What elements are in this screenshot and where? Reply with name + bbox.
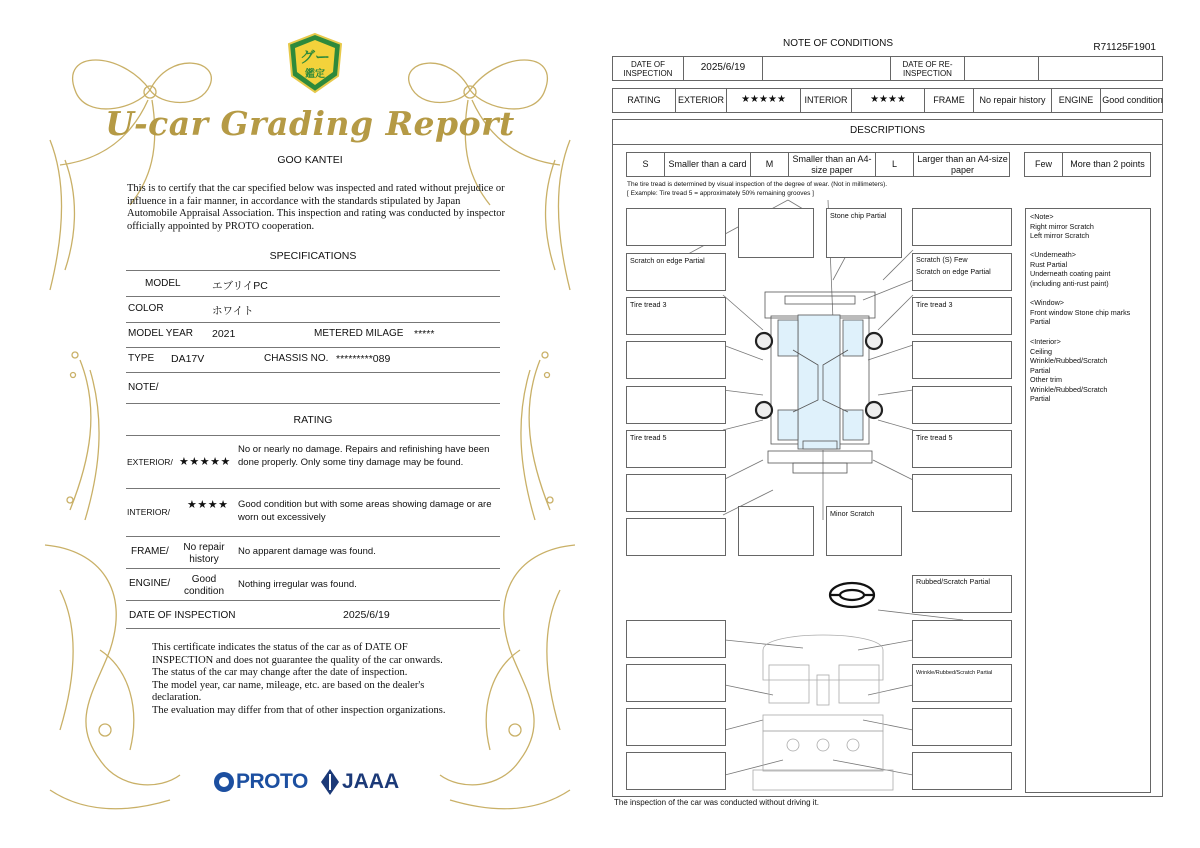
- divider: [126, 600, 500, 601]
- notice-line: The model year, car name, mileage, etc. are based on the dealer's: [152, 679, 425, 691]
- damage-box: [738, 208, 814, 258]
- frame-label: FRAME/: [131, 546, 169, 557]
- divider: [126, 488, 500, 489]
- model-label: MODEL: [145, 278, 181, 289]
- damage-box: [626, 620, 726, 658]
- tire-note-line: [ Example: Tire tread 5 = approximately 50% remaining grooves ]: [627, 190, 814, 197]
- tire-front-left-label: Tire tread 3: [630, 300, 667, 309]
- damage-box: [912, 708, 1012, 746]
- proto-logo: PROTO: [236, 770, 308, 793]
- divider: [126, 270, 500, 271]
- proto-logo-icon: [212, 770, 236, 794]
- goo-kantei-logo: [286, 32, 344, 94]
- notice-line: The status of the car may change after the date of inspection.: [152, 667, 408, 679]
- descriptions-panel: [612, 119, 1163, 797]
- svg-text:グー: グー: [299, 48, 331, 66]
- damage-box: [626, 474, 726, 512]
- exterior-stars: ★★★★★: [727, 89, 801, 112]
- legend-few-key: Few: [1025, 153, 1063, 176]
- model-year-value: 2021: [212, 328, 236, 340]
- divider: [126, 296, 500, 297]
- empty-cell: [1039, 57, 1164, 80]
- engine-value: Good condition: [1102, 95, 1163, 106]
- engine-label: ENGINE: [1052, 89, 1101, 112]
- notice-line: INSPECTION and does not guarantee the quality of the car onwards.: [152, 654, 443, 666]
- divider: [126, 372, 500, 373]
- jaaa-logo: JAAA: [342, 770, 400, 793]
- notice-line: This certificate indicates the status of the car as of DATE OF: [152, 642, 408, 653]
- conditions-title: NOTE OF CONDITIONS: [783, 38, 893, 49]
- color-value: ホワイト: [212, 305, 254, 317]
- divider: [126, 628, 500, 629]
- damage-box: [626, 664, 726, 702]
- divider: [126, 536, 500, 537]
- mileage-value: *****: [414, 328, 435, 340]
- interior-description: Good condition but with some areas showing damage or are worn out excessively: [238, 499, 492, 523]
- damage-box: [626, 708, 726, 746]
- inspection-date-label: DATE OF INSPECTION: [613, 57, 684, 80]
- legend-s-desc: Smaller than a card: [665, 153, 751, 176]
- tire-rear-left-label: Tire tread 5: [630, 433, 667, 442]
- note-line: (including anti-rust paint): [1030, 278, 1109, 288]
- engine-label: ENGINE/: [129, 578, 171, 589]
- note-line: Ceiling: [1030, 346, 1052, 356]
- rating-heading: RATING: [293, 414, 333, 426]
- damage-box: [912, 752, 1012, 790]
- damage-box: [626, 386, 726, 424]
- note-line: Other trim: [1030, 375, 1062, 384]
- note-line: Rust Partial: [1030, 259, 1068, 269]
- note-label: NOTE/: [128, 382, 159, 393]
- minor-scratch-label: Minor Scratch: [830, 509, 875, 518]
- legend-few-desc: More than 2 points: [1070, 159, 1145, 170]
- jaaa-logo-icon: [320, 768, 340, 796]
- note-line: Partial: [1030, 365, 1051, 375]
- exterior-description: No or nearly no damage. Repairs and refinishing have been done properly. Only some tiny damage may be found.: [238, 444, 490, 468]
- legend-m-desc: Smaller than an A4-size paper: [789, 153, 876, 176]
- tire-front-right-label: Tire tread 3: [916, 300, 953, 309]
- exterior-label: EXTERIOR/: [127, 457, 173, 467]
- interior-stars: ★★★★: [852, 89, 925, 112]
- mileage-label: METERED MILAGE: [314, 328, 404, 339]
- rating-row: [612, 88, 1163, 113]
- reinspection-value: [965, 57, 1039, 80]
- damage-box: [626, 752, 726, 790]
- notice-line: declaration.: [152, 692, 202, 704]
- reference-number: R71125F1901: [1093, 42, 1156, 53]
- frame-description: No apparent damage was found.: [238, 546, 376, 557]
- note-line: Right mirror Scratch: [1030, 221, 1094, 231]
- divider: [126, 403, 500, 404]
- grading-certificate: [40, 30, 580, 830]
- chassis-value: *********089: [336, 353, 391, 365]
- damage-box: [912, 474, 1012, 512]
- date-row: [612, 56, 1163, 81]
- divider: [126, 435, 500, 436]
- certificate-statement: This is to certify that the car specified below was inspected and rated without prejudice or influence in a fair manner, in accordance with the standards stipulated by Japan Automobile Appraisal Association. This inspection and rating was conducted by inspector officially appointed by PROTO cooperation.: [127, 183, 506, 232]
- note-line: Left mirror Scratch: [1030, 231, 1090, 240]
- damage-box: [912, 386, 1012, 424]
- color-label: COLOR: [128, 303, 164, 314]
- damage-box: [912, 620, 1012, 658]
- seat-wrinkle-label: Wrinkle/Rubbed/Scratch Partial: [916, 670, 993, 676]
- note-of-conditions: [612, 34, 1164, 814]
- model-year-label: MODEL YEAR: [128, 328, 194, 339]
- reinspection-label: DATE OF RE-INSPECTION: [891, 57, 965, 80]
- exterior-label: EXTERIOR: [676, 89, 727, 112]
- legend-s-key: S: [627, 153, 665, 176]
- legend-m-key: M: [751, 153, 789, 176]
- frame-value: No repair history: [974, 89, 1052, 112]
- note-line: Partial: [1030, 317, 1051, 326]
- notes-panel: [1025, 208, 1151, 793]
- scratch-few-label: Scratch (S) Few: [916, 255, 968, 264]
- scratch-edge-left-label: Scratch on edge Partial: [630, 256, 705, 265]
- damage-box: [626, 208, 726, 246]
- specs-heading: SPECIFICATIONS: [269, 250, 357, 262]
- svg-text:鑑定: 鑑定: [305, 69, 325, 80]
- certificate-subtitle: GOO KANTEI: [277, 154, 343, 166]
- type-label: TYPE: [128, 353, 155, 364]
- inspection-date-value: 2025/6/19: [684, 57, 763, 80]
- damage-box: [912, 208, 1012, 246]
- exterior-stars: ★★★★★: [179, 456, 231, 468]
- divider: [126, 347, 500, 348]
- note-group: [1030, 298, 1150, 327]
- note-group: [1030, 212, 1150, 241]
- damage-box: [912, 341, 1012, 379]
- steering-label: Rubbed/Scratch Partial: [916, 577, 990, 586]
- certificate-title: U-car Grading Report: [105, 104, 515, 143]
- model-value: エブリイPC: [212, 280, 268, 292]
- note-heading: <Window>: [1030, 298, 1064, 307]
- note-heading: <Note>: [1030, 212, 1054, 221]
- tire-rear-right-label: Tire tread 5: [916, 433, 953, 442]
- legend-l-desc: Larger than an A4-size paper: [917, 154, 1008, 175]
- certificate-notice: [152, 642, 482, 718]
- inspection-date-label: DATE OF INSPECTION: [129, 610, 236, 621]
- interior-label: INTERIOR: [801, 89, 852, 112]
- interior-stars: ★★★★: [187, 499, 229, 511]
- note-line: Wrinkle/Rubbed/Scratch: [1030, 356, 1108, 365]
- damage-box: [626, 518, 726, 556]
- scratch-edge-right-label: Scratch on edge Partial: [916, 267, 991, 276]
- inspection-footer: The inspection of the car was conducted without driving it.: [614, 798, 819, 807]
- note-group: [1030, 337, 1150, 404]
- engine-description: Nothing irregular was found.: [238, 579, 357, 590]
- engine-value: Good condition: [183, 574, 225, 597]
- legend-l-key: L: [876, 153, 914, 176]
- divider: [126, 322, 500, 323]
- stone-chip-label: Stone chip Partial: [830, 211, 887, 220]
- empty-cell: [763, 57, 891, 80]
- note-line: Underneath coating paint: [1030, 269, 1111, 278]
- note-heading: <Interior>: [1030, 337, 1061, 346]
- damage-box: [626, 341, 726, 379]
- frame-value: No repair history: [183, 542, 225, 565]
- inspection-date-value: 2025/6/19: [343, 609, 390, 621]
- rating-label: RATING: [613, 89, 676, 112]
- tire-note-line: The tire tread is determined by visual inspection of the degree of wear. (Not in millimeters).: [627, 181, 888, 188]
- note-group: [1030, 250, 1150, 288]
- note-line: Partial: [1030, 394, 1051, 403]
- notice-line: The evaluation may differ from that of other inspection organizations.: [152, 704, 446, 716]
- chassis-label: CHASSIS NO.: [264, 353, 329, 364]
- damage-box: [738, 506, 814, 556]
- interior-label: INTERIOR/: [127, 507, 170, 517]
- note-line: Front window Stone chip marks: [1030, 307, 1131, 317]
- note-line: Wrinkle/Rubbed/Scratch: [1030, 384, 1108, 394]
- note-heading: <Underneath>: [1030, 250, 1076, 259]
- divider: [126, 568, 500, 569]
- frame-label: FRAME: [925, 89, 974, 112]
- descriptions-heading: DESCRIPTIONS: [849, 125, 925, 136]
- type-value: DA17V: [171, 353, 205, 365]
